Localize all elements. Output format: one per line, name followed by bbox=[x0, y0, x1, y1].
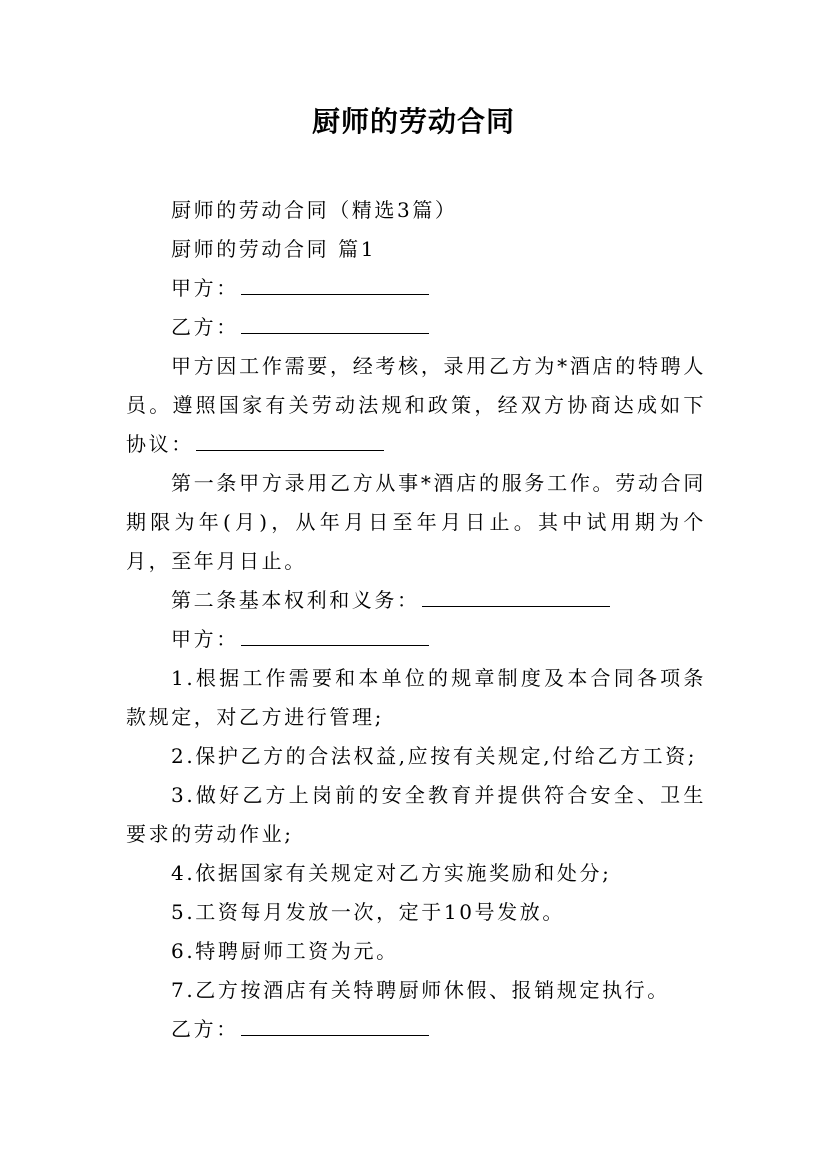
paragraph-section-heading bbox=[126, 230, 706, 269]
fill-in-blank-line bbox=[241, 1017, 429, 1036]
paragraph-text: 7.乙方按酒店有关特聘厨师休假、报销规定执行。 bbox=[171, 978, 670, 1002]
paragraph-text: 甲方因工作需要，经考核，录用乙方为*酒店的特聘人员。遵照国家有关劳动法规和政策，经双方协商达成如下协议： bbox=[126, 354, 706, 456]
paragraph-text: 甲方： bbox=[171, 627, 239, 651]
paragraph-text: 2.保护乙方的合法权益,应按有关规定,付给乙方工资; bbox=[171, 744, 698, 768]
paragraph-text: 5.工资每月发放一次，定于10号发放。 bbox=[171, 900, 565, 924]
paragraph-text: 3.做好乙方上岗前的安全教育并提供符合安全、卫生要求的劳动作业; bbox=[126, 783, 706, 846]
paragraph-text: 厨师的劳动合同 篇1 bbox=[171, 237, 377, 261]
paragraph-article-1 bbox=[126, 464, 706, 581]
paragraph-party-b-duties bbox=[126, 1010, 706, 1049]
paragraph-preamble bbox=[126, 347, 706, 464]
fill-in-blank-line bbox=[241, 315, 429, 334]
fill-in-blank-line bbox=[241, 627, 429, 646]
document-body bbox=[126, 191, 706, 1049]
paragraph-text: 4.依据国家有关规定对乙方实施奖励和处分; bbox=[171, 861, 612, 885]
paragraph-text: 厨师的劳动合同（精选3篇） bbox=[171, 198, 458, 222]
paragraph-party-a bbox=[126, 269, 706, 308]
paragraph-text: 甲方： bbox=[171, 276, 239, 300]
paragraph-text: 1.根据工作需要和本单位的规章制度及本合同各项条款规定，对乙方进行管理; bbox=[126, 666, 706, 729]
paragraph-item-2 bbox=[126, 737, 706, 776]
paragraph-item-6 bbox=[126, 932, 706, 971]
paragraph-text: 6.特聘厨师工资为元。 bbox=[171, 939, 399, 963]
paragraph-text: 第二条基本权利和义务： bbox=[171, 588, 420, 612]
paragraph-text: 乙方： bbox=[171, 315, 239, 339]
paragraph-item-7 bbox=[126, 971, 706, 1010]
paragraph-item-4 bbox=[126, 854, 706, 893]
paragraph-item-5 bbox=[126, 893, 706, 932]
fill-in-blank-line bbox=[422, 588, 610, 607]
document-title: 厨师的劳动合同 bbox=[311, 105, 515, 138]
fill-in-blank-line bbox=[241, 276, 429, 295]
paragraph-party-a-duties bbox=[126, 620, 706, 659]
paragraph-item-1 bbox=[126, 659, 706, 737]
paragraph-text: 第一条甲方录用乙方从事*酒店的服务工作。劳动合同期限为年(月)，从年月日至年月日止。其中试用期为个月，至年月日止。 bbox=[126, 471, 706, 573]
fill-in-blank-line bbox=[196, 432, 384, 451]
paragraph-text: 乙方： bbox=[171, 1017, 239, 1041]
paragraph-party-b bbox=[126, 308, 706, 347]
paragraph-subtitle bbox=[126, 191, 706, 230]
paragraph-item-3 bbox=[126, 776, 706, 854]
paragraph-article-2 bbox=[126, 581, 706, 620]
